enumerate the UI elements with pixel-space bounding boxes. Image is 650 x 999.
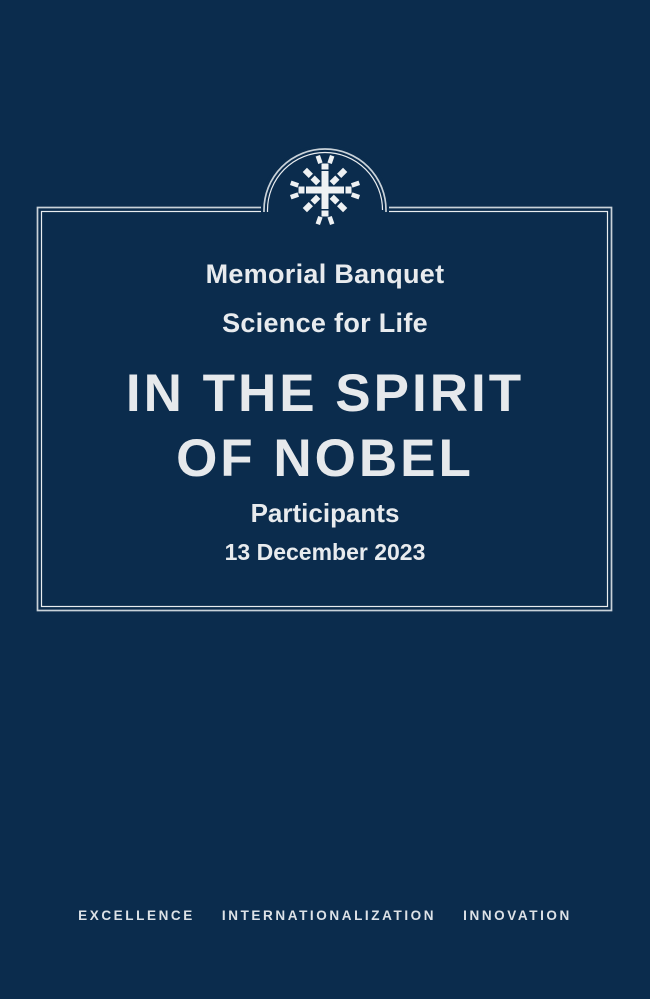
event-name: Memorial Banquet (205, 259, 445, 289)
subtitle: Participants (250, 498, 400, 528)
motto-internationalization: INTERNATIONALIZATION (221, 908, 437, 923)
page-title-line1: IN THE SPIRIT (125, 364, 525, 423)
event-organizer: Science for Life (222, 308, 428, 338)
motto-excellence: EXCELLENCE (78, 908, 195, 923)
footer-motto (0, 908, 650, 923)
event-date: 13 December 2023 (224, 539, 426, 565)
page-title-line2: OF NOBEL (176, 429, 474, 488)
motto-innovation: INNOVATION (463, 908, 572, 923)
